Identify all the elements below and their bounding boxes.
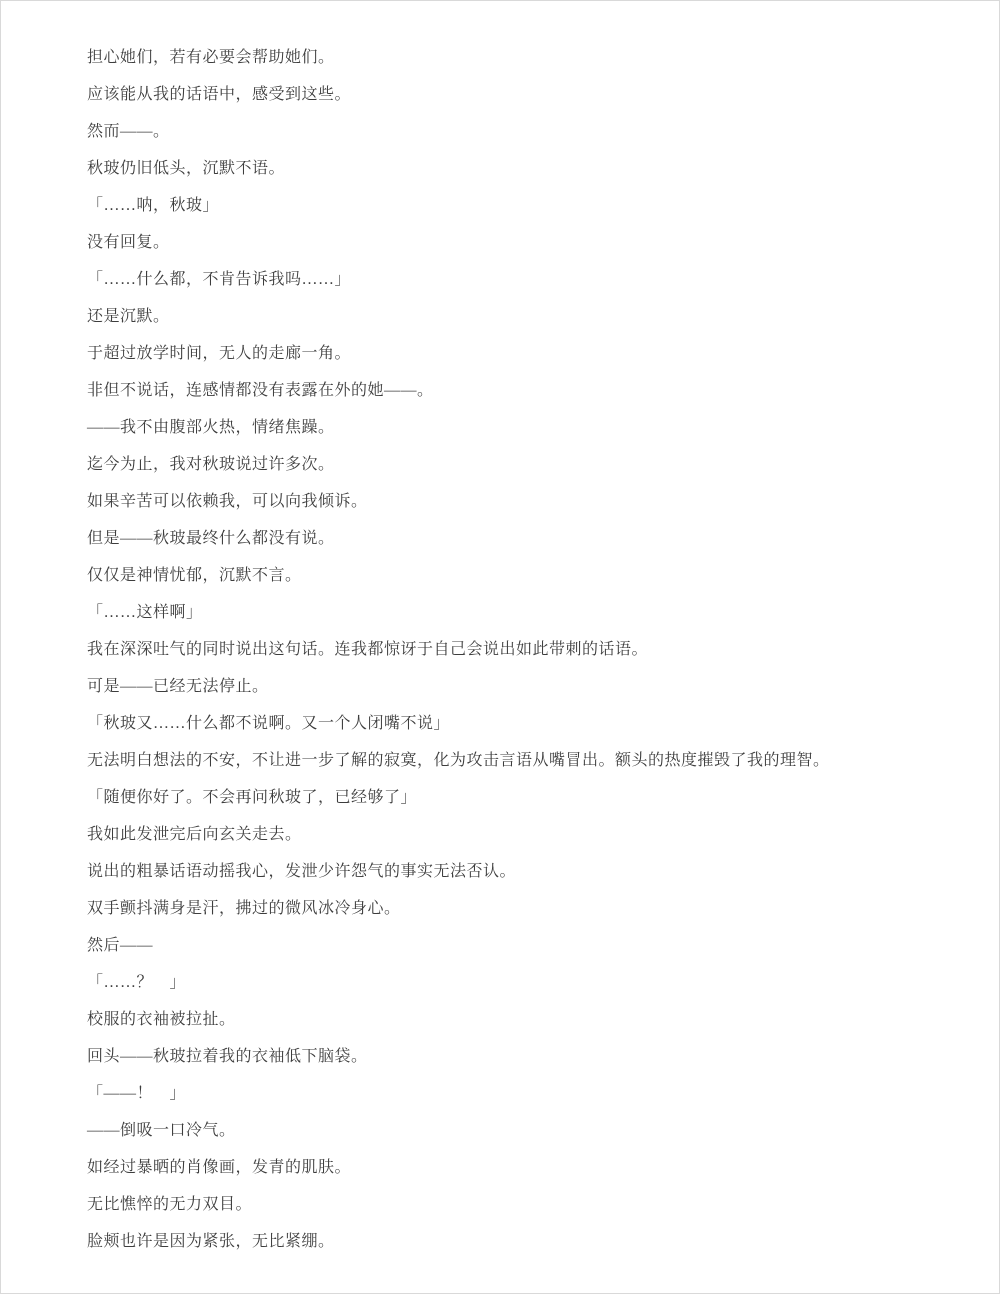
novel-text-content — [1, 1, 999, 1250]
paragraph-line: 非但不说话，连感情都没有表露在外的她——。 — [87, 382, 434, 399]
paragraph-line: 可是——已经无法停止。 — [87, 678, 269, 695]
paragraph-line: 我如此发泄完后向玄关走去。 — [87, 826, 302, 843]
paragraph-line: 然后—— — [87, 937, 154, 954]
paragraph-line: 秋玻仍旧低头，沉默不语。 — [87, 160, 286, 177]
paragraph-line: 如果辛苦可以依赖我，可以向我倾诉。 — [87, 493, 368, 510]
paragraph-line: 如经过暴晒的肖像画，发青的肌肤。 — [87, 1159, 352, 1176]
paragraph-line: 但是——秋玻最终什么都没有说。 — [87, 530, 335, 547]
paragraph-line: 无法明白想法的不安，不让进一步了解的寂寞，化为攻击言语从嘴冒出。额头的热度摧毁了我的理智。 — [87, 752, 830, 769]
paragraph-line: 无比憔悴的无力双目。 — [87, 1196, 253, 1213]
paragraph-line: 「——！ 」 — [87, 1085, 187, 1102]
paragraph-line: 应该能从我的话语中，感受到这些。 — [87, 86, 352, 103]
paragraph-line: 回头——秋玻拉着我的衣袖低下脑袋。 — [87, 1048, 368, 1065]
paragraph-line: 校服的衣袖被拉扯。 — [87, 1011, 236, 1028]
paragraph-line: 说出的粗暴话语动摇我心，发泄少许怨气的事实无法否认。 — [87, 863, 517, 880]
paragraph-line: 脸颊也许是因为紧张，无比紧绷。 — [87, 1233, 335, 1250]
paragraph-line: 然而——。 — [87, 123, 170, 140]
paragraph-line: 我在深深吐气的同时说出这句话。连我都惊讶于自己会说出如此带刺的话语。 — [87, 641, 649, 658]
paragraph-line: 还是沉默。 — [87, 308, 170, 325]
paragraph-line: ——倒吸一口冷气。 — [87, 1122, 236, 1139]
paragraph-line: 「……这样啊」 — [87, 604, 203, 621]
paragraph-line: 「秋玻又……什么都不说啊。又一个人闭嘴不说」 — [87, 715, 451, 732]
paragraph-line: 没有回复。 — [87, 234, 170, 251]
paragraph-line: 双手颤抖满身是汗，拂过的微风冰冷身心。 — [87, 900, 401, 917]
paragraph-line: 于超过放学时间，无人的走廊一角。 — [87, 345, 352, 362]
paragraph-line: 「……什么都，不肯告诉我吗……」 — [87, 271, 352, 288]
paragraph-line: 「……呐，秋玻」 — [87, 197, 220, 214]
paragraph-line: ——我不由腹部火热，情绪焦躁。 — [87, 419, 335, 436]
paragraph-line: 迄今为止，我对秋玻说过许多次。 — [87, 456, 335, 473]
paragraph-line: 「随便你好了。不会再问秋玻了，已经够了」 — [87, 789, 418, 806]
paragraph-line: 仅仅是神情忧郁，沉默不言。 — [87, 567, 302, 584]
paragraph-line: 担心她们，若有必要会帮助她们。 — [87, 49, 335, 66]
paragraph-line: 「……？ 」 — [87, 974, 187, 991]
